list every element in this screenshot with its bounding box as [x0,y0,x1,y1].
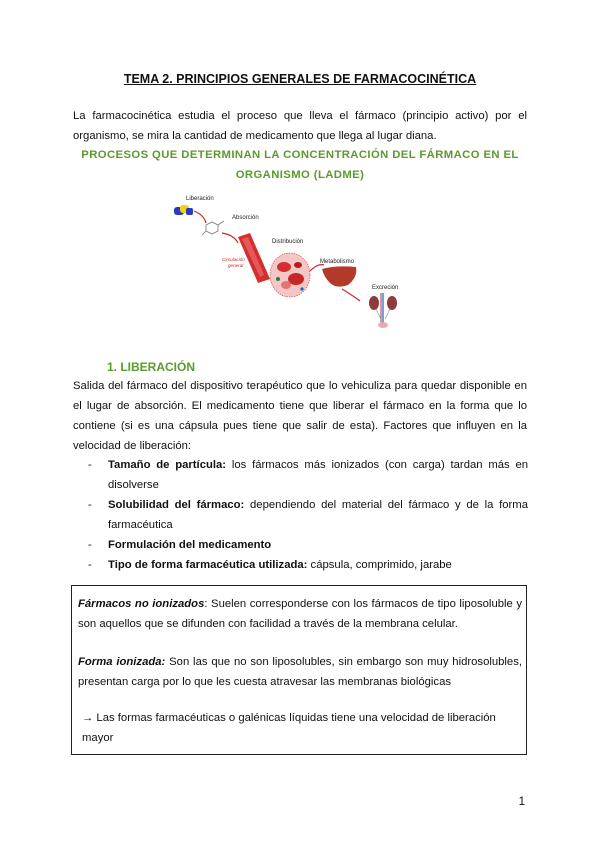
bullet-text: dependiendo del material del fármaco y de la forma farmacéutica [108,499,528,531]
bullet-text: cápsula, comprimido, jarabe [307,559,452,571]
note-term-1: Fármacos no ionizados [78,598,205,610]
label-absorcion: Absorción [232,215,259,221]
note-text-1: : Suelen corresponderse con los fármacos de tipo liposoluble y son aquellos que se difunden con facilidad a través de la membrana celular. [78,598,522,630]
bullet-term: Tamaño de partícula: [108,459,227,471]
note-text-2: Son las que no son liposolubles, sin embargo son muy hidrosolubles, presentan carga por lo que les cuesta atravesar las membranas biológicas [78,656,523,688]
bullet-dash: - [88,499,92,511]
bullet-term: Tipo de forma farmacéutica utilizada: [108,559,308,571]
label-circulacion-1: Circulación [222,257,245,262]
label-excrecion: Excreción [372,285,399,291]
section-heading: 1. LIBERACIÓN [107,360,196,374]
section-body: Salida del fármaco del dispositivo terapéutico que lo vehiculiza para quedar disponible en el lugar de absorción. El medicamento tiene que liberar el fármaco en la forma que lo contiene (si es una cápsula pues tiene que salir de esta). Factores que influyen en la velocidad de liberación: [73,380,527,452]
label-circulacion-2: general [228,263,244,268]
bullet-dash: - [88,459,92,471]
ladme-heading-line-1: PROCESOS QUE DETERMINAN LA CONCENTRACIÓN DEL FÁRMACO EN EL [81,149,519,161]
arrow-2 [222,233,238,243]
tissue-distribution-icon [270,253,310,297]
liver-icon [322,266,356,286]
list-item [88,535,528,555]
bullet-text: los fármacos más ionizados (con carga) tardan más en disolverse [108,459,529,491]
label-distribucion: Distribución [272,239,304,245]
bullet-term: Solubilidad del fármaco: [108,499,245,511]
factors-list [88,455,528,575]
arrow-4 [342,289,360,301]
list-item [88,555,528,575]
note-paragraph-2 [78,652,522,692]
ladme-heading-line-2: ORGANISMO (LADME) [235,169,365,181]
ladme-diagram [160,185,430,335]
kidney-icon [369,293,397,328]
intro-paragraph: La farmacocinética estudia el proceso que lleva el fármaco (principio activo) por el organismo, se mira la cantidad de medicamento que llega al lugar diana. [73,110,527,142]
page-number: 1 [518,796,525,808]
note-paragraph-3: → Las formas farmacéuticas o galénicas líquidas tiene una velocidad de liberación mayor [82,712,496,744]
list-item [88,495,528,535]
arrow-3 [310,265,324,271]
arrow-1 [194,211,206,223]
ladme-heading [70,145,530,185]
bullet-dash: - [88,559,92,571]
capsule-icon [174,205,193,215]
molecule-icon [202,221,224,235]
bullet-dash: - [88,539,92,551]
note-box [71,585,527,755]
note-term-2: Forma ionizada: [78,656,166,668]
page-title: TEMA 2. PRINCIPIOS GENERALES DE FARMACOCINÉTICA [123,72,477,86]
list-item [88,455,528,495]
label-metabolismo: Metabolismo [320,259,355,265]
note-paragraph-1 [78,594,522,634]
bullet-term: Formulación del medicamento [108,539,272,551]
label-liberacion: Liberación [186,196,214,202]
